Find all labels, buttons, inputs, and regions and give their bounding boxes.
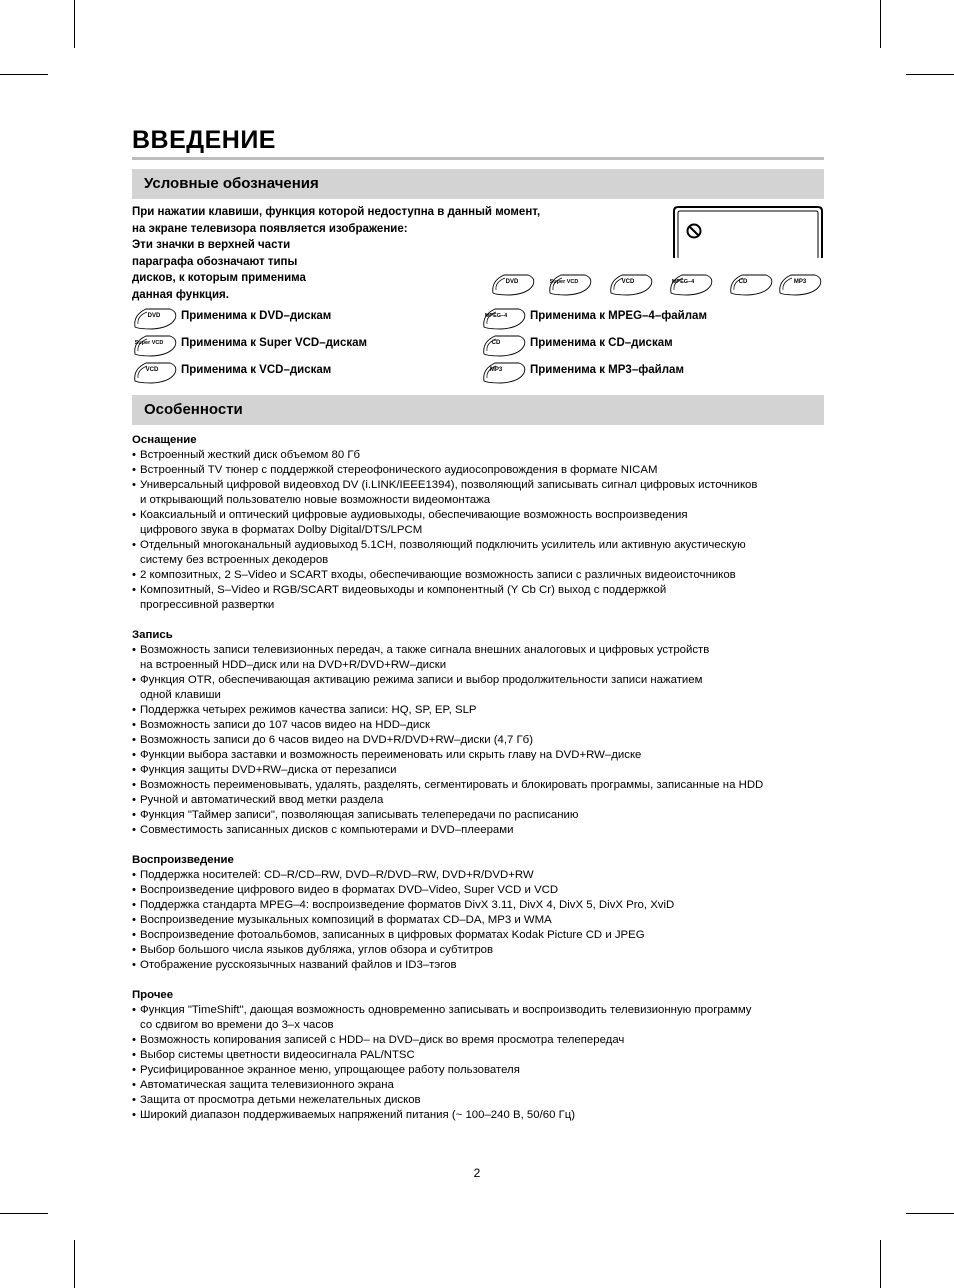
intro-line: на экране телевизора появляется изображение: <box>132 222 408 235</box>
intro-line: данная функция. <box>132 288 229 301</box>
svg-text:CD: CD <box>491 340 501 346</box>
section-heading-conventions: Условные обозначения <box>132 169 824 199</box>
mpeg4-disc-icon <box>668 272 714 296</box>
feature-item: • Отображение русскоязычных названий файлов и ID3–тэгов <box>132 958 763 973</box>
feature-item: • Отдельный многоканальный аудиовыход 5.1CH, позволяющий подключить усилитель или активную акустическую систему без встроенных декодеров <box>132 538 763 568</box>
section-heading-features: Особенности <box>132 395 824 425</box>
feature-item: • Универсальный цифровой видеовход DV (i.LINK/IEEE1394), позволяющий записывать сигнал цифровых источников и открывающий пользователю новые возможности видеомонтажа <box>132 478 763 508</box>
feature-item: • Выбор большого числа языков дубляжа, углов обзора и субтитров <box>132 943 763 958</box>
feature-item: • Коаксиальный и оптический цифровые аудиовыходы, обеспечивающие возможность воспроизведения цифрового звука в форматах Dolby Digital/DTS/LPCM <box>132 508 763 538</box>
feature-group-title: Воспроизведение <box>132 854 234 866</box>
feature-item: • Поддержка стандарта MPEG–4: воспроизведение форматов DivX 3.11, DivX 4, DivX 5, DivX Pro, XviD <box>132 898 763 913</box>
vcd-disc-icon <box>608 272 654 296</box>
feature-item: • Автоматическая защита телевизионного экрана <box>132 1078 763 1093</box>
crop-mark <box>0 1213 48 1214</box>
crop-mark <box>0 74 48 75</box>
svg-text:MP3: MP3 <box>489 367 503 373</box>
svg-text:VCD: VCD <box>145 367 159 373</box>
intro-line: При нажатии клавиши, функция которой недоступна в данный момент, <box>132 206 541 218</box>
svg-text:Super VCD: Super VCD <box>549 279 579 285</box>
feature-item: • Встроенный TV тюнер с поддержкой стереофонического аудиосопровождения в формате NICAM <box>132 463 763 478</box>
mpeg4-disc-icon <box>481 306 527 330</box>
svg-text:MPEG–4: MPEG–4 <box>671 279 695 285</box>
svg-text:VCD: VCD <box>621 279 635 285</box>
dvd-disc-icon <box>132 306 178 330</box>
page-title: ВВЕДЕНИЕ <box>132 126 276 154</box>
tv-screen-prohibited-illustration <box>673 206 823 258</box>
feature-item: • Ручной и автоматический ввод метки раздела <box>132 793 763 808</box>
crop-mark <box>880 1240 881 1288</box>
feature-item: • Функция OTR, обеспечивающая активацию режима записи и выбор продолжительности записи нажатием одной клавиши <box>132 673 763 703</box>
feature-group-title: Оснащение <box>132 434 197 446</box>
feature-bullet-list <box>132 643 763 838</box>
legend-label: Применима к CD–дискам <box>530 337 673 349</box>
feature-group <box>132 853 763 973</box>
cd-disc-icon <box>481 333 527 357</box>
feature-item: • Русифицированное экранное меню, упрощающее работу пользователя <box>132 1063 763 1078</box>
feature-item: • Функция "Таймер записи", позволяющая записывать телепередачи по расписанию <box>132 808 763 823</box>
feature-item: • Защита от просмотра детьми нежелательных дисков <box>132 1093 763 1108</box>
feature-item: • Композитный, S–Video и RGB/SCART видеовыходы и компонентный (Y Cb Cr) выход с поддержкой прогрессивной развертки <box>132 583 763 613</box>
legend-label: Применима к MPEG–4–файлам <box>530 310 707 322</box>
crop-mark <box>74 0 75 48</box>
feature-bullet-list <box>132 448 763 613</box>
feature-item: • Широкий диапазон поддерживаемых напряжений питания (~ 100–240 В, 50/60 Гц) <box>132 1108 763 1123</box>
crop-mark <box>880 0 881 48</box>
intro-line: дисков, к которым применима <box>132 272 306 284</box>
svg-text:Super VCD: Super VCD <box>134 340 164 346</box>
feature-item: • Совместимость записанных дисков с компьютерами и DVD–плеерами <box>132 823 763 838</box>
title-underline <box>132 157 824 160</box>
svg-text:MP3: MP3 <box>793 279 807 285</box>
intro-line: Эти значки в верхней части <box>132 239 291 251</box>
legend-label: Применима к MP3–файлам <box>530 364 684 376</box>
features-list <box>132 433 763 1138</box>
feature-item: • Выбор системы цветности видеосигнала PAL/NTSC <box>132 1048 763 1063</box>
feature-item: • Встроенный жесткий диск объемом 80 Гб <box>132 448 763 463</box>
dvd-disc-icon <box>490 272 536 296</box>
vcd-disc-icon <box>132 360 178 384</box>
legend-label: Применима к Super VCD–дискам <box>181 337 368 349</box>
conventions-intro <box>132 204 540 303</box>
svg-text:CD: CD <box>738 279 748 285</box>
feature-item: • Возможность записи до 6 часов видео на DVD+R/DVD+RW–диски (4,7 Гб) <box>132 733 763 748</box>
feature-group <box>132 988 763 1123</box>
feature-group <box>132 433 763 613</box>
prohibited-icon <box>688 225 701 238</box>
super-vcd-disc-icon <box>547 272 593 296</box>
feature-item: • Поддержка четырех режимов качества записи: HQ, SP, EP, SLP <box>132 703 763 718</box>
cd-disc-icon <box>728 272 774 296</box>
feature-group-title: Прочее <box>132 989 174 1001</box>
feature-item: • Воспроизведение фотоальбомов, записанных в цифровых форматах Kodak Picture CD и JPEG <box>132 928 763 943</box>
mp3-disc-icon <box>481 360 527 384</box>
page-number: 2 <box>473 1166 481 1180</box>
super-vcd-disc-icon <box>132 333 178 357</box>
crop-mark <box>906 1213 954 1214</box>
feature-group <box>132 628 763 838</box>
feature-item: • Возможность записи телевизионных передач, а также сигнала внешних аналоговых и цифровых устройств на встроенный HDD–диск или на DVD+R/DVD+RW–диски <box>132 643 763 673</box>
svg-text:MPEG–4: MPEG–4 <box>484 313 508 319</box>
feature-item: • Возможность переименовывать, удалять, разделять, сегментировать и блокировать программы, записанные на HDD <box>132 778 763 793</box>
svg-text:DVD: DVD <box>505 279 519 285</box>
feature-item: • Функция защиты DVD+RW–диска от перезаписи <box>132 763 763 778</box>
feature-bullet-list <box>132 1003 763 1123</box>
feature-item: • Возможность копирования записей с HDD– на DVD–диск во время просмотра телепередач <box>132 1033 763 1048</box>
svg-text:DVD: DVD <box>147 313 161 319</box>
mp3-disc-icon <box>777 272 823 296</box>
feature-item: • Функции выбора заставки и возможность переименовать или скрыть главу на DVD+RW–диске <box>132 748 763 763</box>
feature-item: • Воспроизведение музыкальных композиций в форматах CD–DA, MP3 и WMA <box>132 913 763 928</box>
crop-mark <box>906 74 954 75</box>
legend-label: Применима к VCD–дискам <box>181 364 332 376</box>
feature-item: • 2 композитных, 2 S–Video и SCART входы, обеспечивающие возможность записи с различных видеоисточников <box>132 568 763 583</box>
crop-mark <box>74 1240 75 1288</box>
feature-item: • Возможность записи до 107 часов видео на HDD–диск <box>132 718 763 733</box>
feature-item: • Функция "TimeShift", дающая возможность одновременно записывать и воспроизводить телевизионную программу со сдвигом во времени до 3–х часов <box>132 1003 763 1033</box>
feature-group-title: Запись <box>132 629 173 641</box>
feature-item: • Поддержка носителей: CD–R/CD–RW, DVD–R/DVD–RW, DVD+R/DVD+RW <box>132 868 763 883</box>
feature-bullet-list <box>132 868 763 973</box>
legend-label: Применима к DVD–дискам <box>181 310 332 322</box>
feature-item: • Воспроизведение цифрового видео в форматах DVD–Video, Super VCD и VCD <box>132 883 763 898</box>
intro-line: параграфа обозначают типы <box>132 255 298 268</box>
